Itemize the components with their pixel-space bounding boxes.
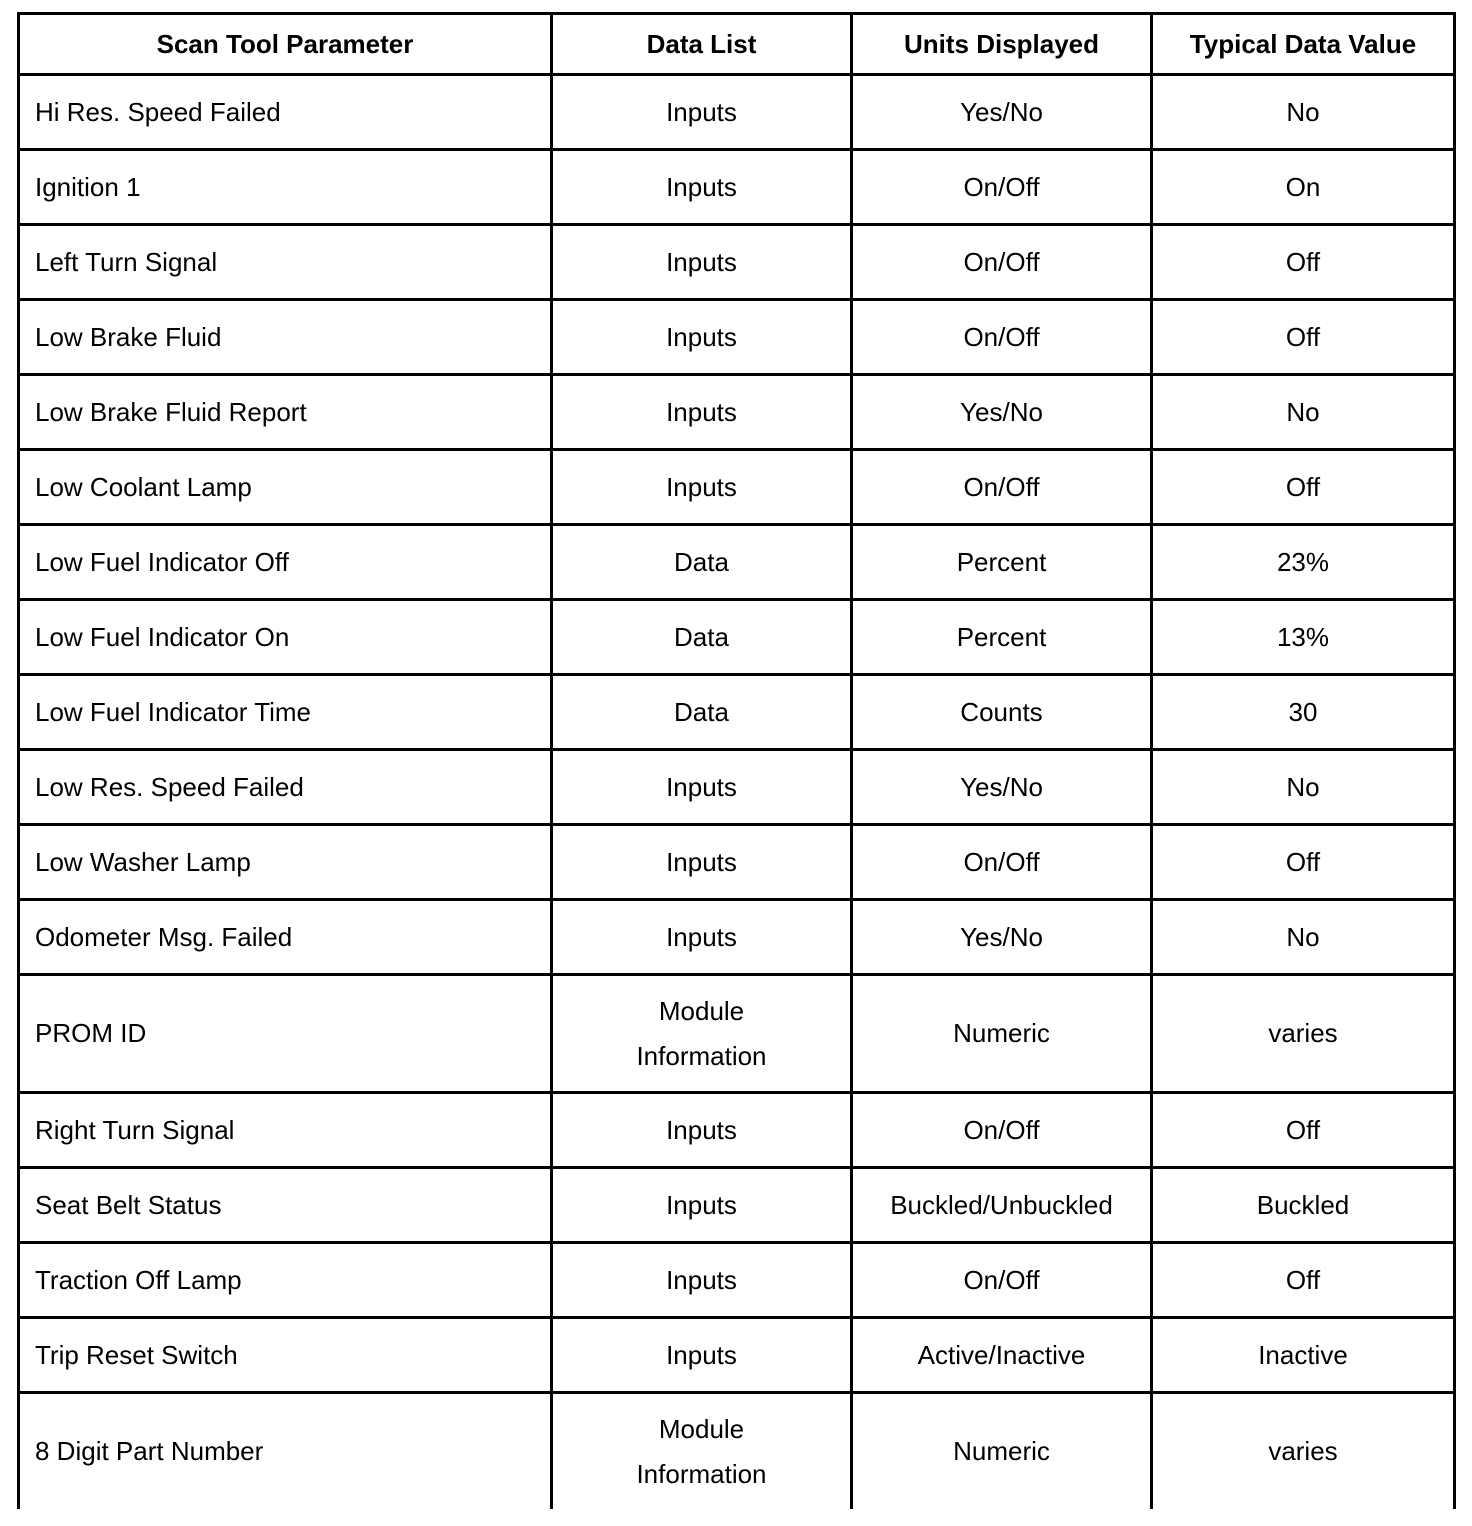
table-row	[19, 225, 1455, 300]
table-row	[19, 900, 1455, 975]
cell-parameter: Low Washer Lamp	[19, 825, 552, 900]
cell-units: On/Off	[852, 1093, 1152, 1168]
cell-typical-value: On	[1152, 150, 1455, 225]
cell-data-list: Inputs	[552, 900, 852, 975]
cell-parameter: Low Coolant Lamp	[19, 450, 552, 525]
cell-data-list: Inputs	[552, 375, 852, 450]
cell-typical-value: Buckled	[1152, 1168, 1455, 1243]
table-row	[19, 1168, 1455, 1243]
cell-typical-value: Off	[1152, 225, 1455, 300]
scan-tool-data-table	[17, 12, 1456, 1509]
table-row	[19, 975, 1455, 1093]
cell-data-list: Inputs	[552, 1318, 852, 1393]
cell-parameter: Low Fuel Indicator On	[19, 600, 552, 675]
cell-data-list	[552, 1393, 852, 1510]
cell-parameter: Low Fuel Indicator Off	[19, 525, 552, 600]
cell-units: On/Off	[852, 825, 1152, 900]
cell-parameter: Seat Belt Status	[19, 1168, 552, 1243]
cell-typical-value: 30	[1152, 675, 1455, 750]
table-row	[19, 450, 1455, 525]
cell-typical-value: No	[1152, 750, 1455, 825]
cell-typical-value: 13%	[1152, 600, 1455, 675]
cell-parameter: Ignition 1	[19, 150, 552, 225]
cell-data-list: Inputs	[552, 450, 852, 525]
table-row	[19, 1243, 1455, 1318]
cell-parameter: Right Turn Signal	[19, 1093, 552, 1168]
cell-units: Percent	[852, 600, 1152, 675]
header-data-list: Data List	[552, 14, 852, 75]
cell-units: Yes/No	[852, 750, 1152, 825]
table-row	[19, 75, 1455, 150]
cell-units: Yes/No	[852, 375, 1152, 450]
cell-parameter: Low Res. Speed Failed	[19, 750, 552, 825]
table-row	[19, 750, 1455, 825]
cell-parameter: Low Brake Fluid	[19, 300, 552, 375]
cell-units: Percent	[852, 525, 1152, 600]
cell-units: Buckled/Unbuckled	[852, 1168, 1152, 1243]
cell-data-list: Inputs	[552, 300, 852, 375]
cell-parameter: Trip Reset Switch	[19, 1318, 552, 1393]
header-units-displayed: Units Displayed	[852, 14, 1152, 75]
cell-typical-value: Off	[1152, 300, 1455, 375]
cell-data-list: Inputs	[552, 1168, 852, 1243]
table-row	[19, 525, 1455, 600]
table-row	[19, 300, 1455, 375]
cell-typical-value: No	[1152, 375, 1455, 450]
cell-units: Yes/No	[852, 75, 1152, 150]
table-row	[19, 600, 1455, 675]
cell-units: Active/Inactive	[852, 1318, 1152, 1393]
cell-parameter: Low Fuel Indicator Time	[19, 675, 552, 750]
cell-data-list: Data	[552, 600, 852, 675]
cell-data-list: Inputs	[552, 225, 852, 300]
cell-units: Numeric	[852, 1393, 1152, 1510]
header-typical-data-value: Typical Data Value	[1152, 14, 1455, 75]
cell-typical-value: varies	[1152, 975, 1455, 1093]
cell-parameter: Left Turn Signal	[19, 225, 552, 300]
cell-typical-value: varies	[1152, 1393, 1455, 1510]
cell-typical-value: Off	[1152, 450, 1455, 525]
table-row	[19, 825, 1455, 900]
table-row	[19, 675, 1455, 750]
table-row	[19, 1318, 1455, 1393]
table-row	[19, 1093, 1455, 1168]
table-header-row	[19, 14, 1455, 75]
cell-units: On/Off	[852, 150, 1152, 225]
cell-data-list: Inputs	[552, 1243, 852, 1318]
cell-data-list	[552, 975, 852, 1093]
cell-units: On/Off	[852, 300, 1152, 375]
cell-typical-value: No	[1152, 900, 1455, 975]
cell-data-list: Inputs	[552, 750, 852, 825]
cell-parameter: Odometer Msg. Failed	[19, 900, 552, 975]
cell-data-list: Data	[552, 675, 852, 750]
cell-typical-value: Inactive	[1152, 1318, 1455, 1393]
header-scan-tool-parameter: Scan Tool Parameter	[19, 14, 552, 75]
cell-data-list: Inputs	[552, 825, 852, 900]
cell-units: Counts	[852, 675, 1152, 750]
cell-parameter: 8 Digit Part Number	[19, 1393, 552, 1510]
cell-units: On/Off	[852, 1243, 1152, 1318]
cell-units: On/Off	[852, 450, 1152, 525]
cell-typical-value: Off	[1152, 1093, 1455, 1168]
cell-data-list: Inputs	[552, 150, 852, 225]
cell-units: On/Off	[852, 225, 1152, 300]
table-row	[19, 150, 1455, 225]
cell-data-list-text: Module Information	[636, 995, 767, 1071]
cell-parameter: PROM ID	[19, 975, 552, 1093]
cell-data-list: Data	[552, 525, 852, 600]
cell-data-list: Inputs	[552, 75, 852, 150]
cell-typical-value: No	[1152, 75, 1455, 150]
cell-parameter: Hi Res. Speed Failed	[19, 75, 552, 150]
cell-typical-value: Off	[1152, 1243, 1455, 1318]
cell-data-list-text: Module Information	[636, 1413, 767, 1489]
cell-units: Numeric	[852, 975, 1152, 1093]
cell-data-list: Inputs	[552, 1093, 852, 1168]
table-row	[19, 1393, 1455, 1510]
cell-parameter: Low Brake Fluid Report	[19, 375, 552, 450]
cell-units: Yes/No	[852, 900, 1152, 975]
cell-parameter: Traction Off Lamp	[19, 1243, 552, 1318]
table-body	[19, 75, 1455, 1510]
table-row	[19, 375, 1455, 450]
cell-typical-value: 23%	[1152, 525, 1455, 600]
cell-typical-value: Off	[1152, 825, 1455, 900]
